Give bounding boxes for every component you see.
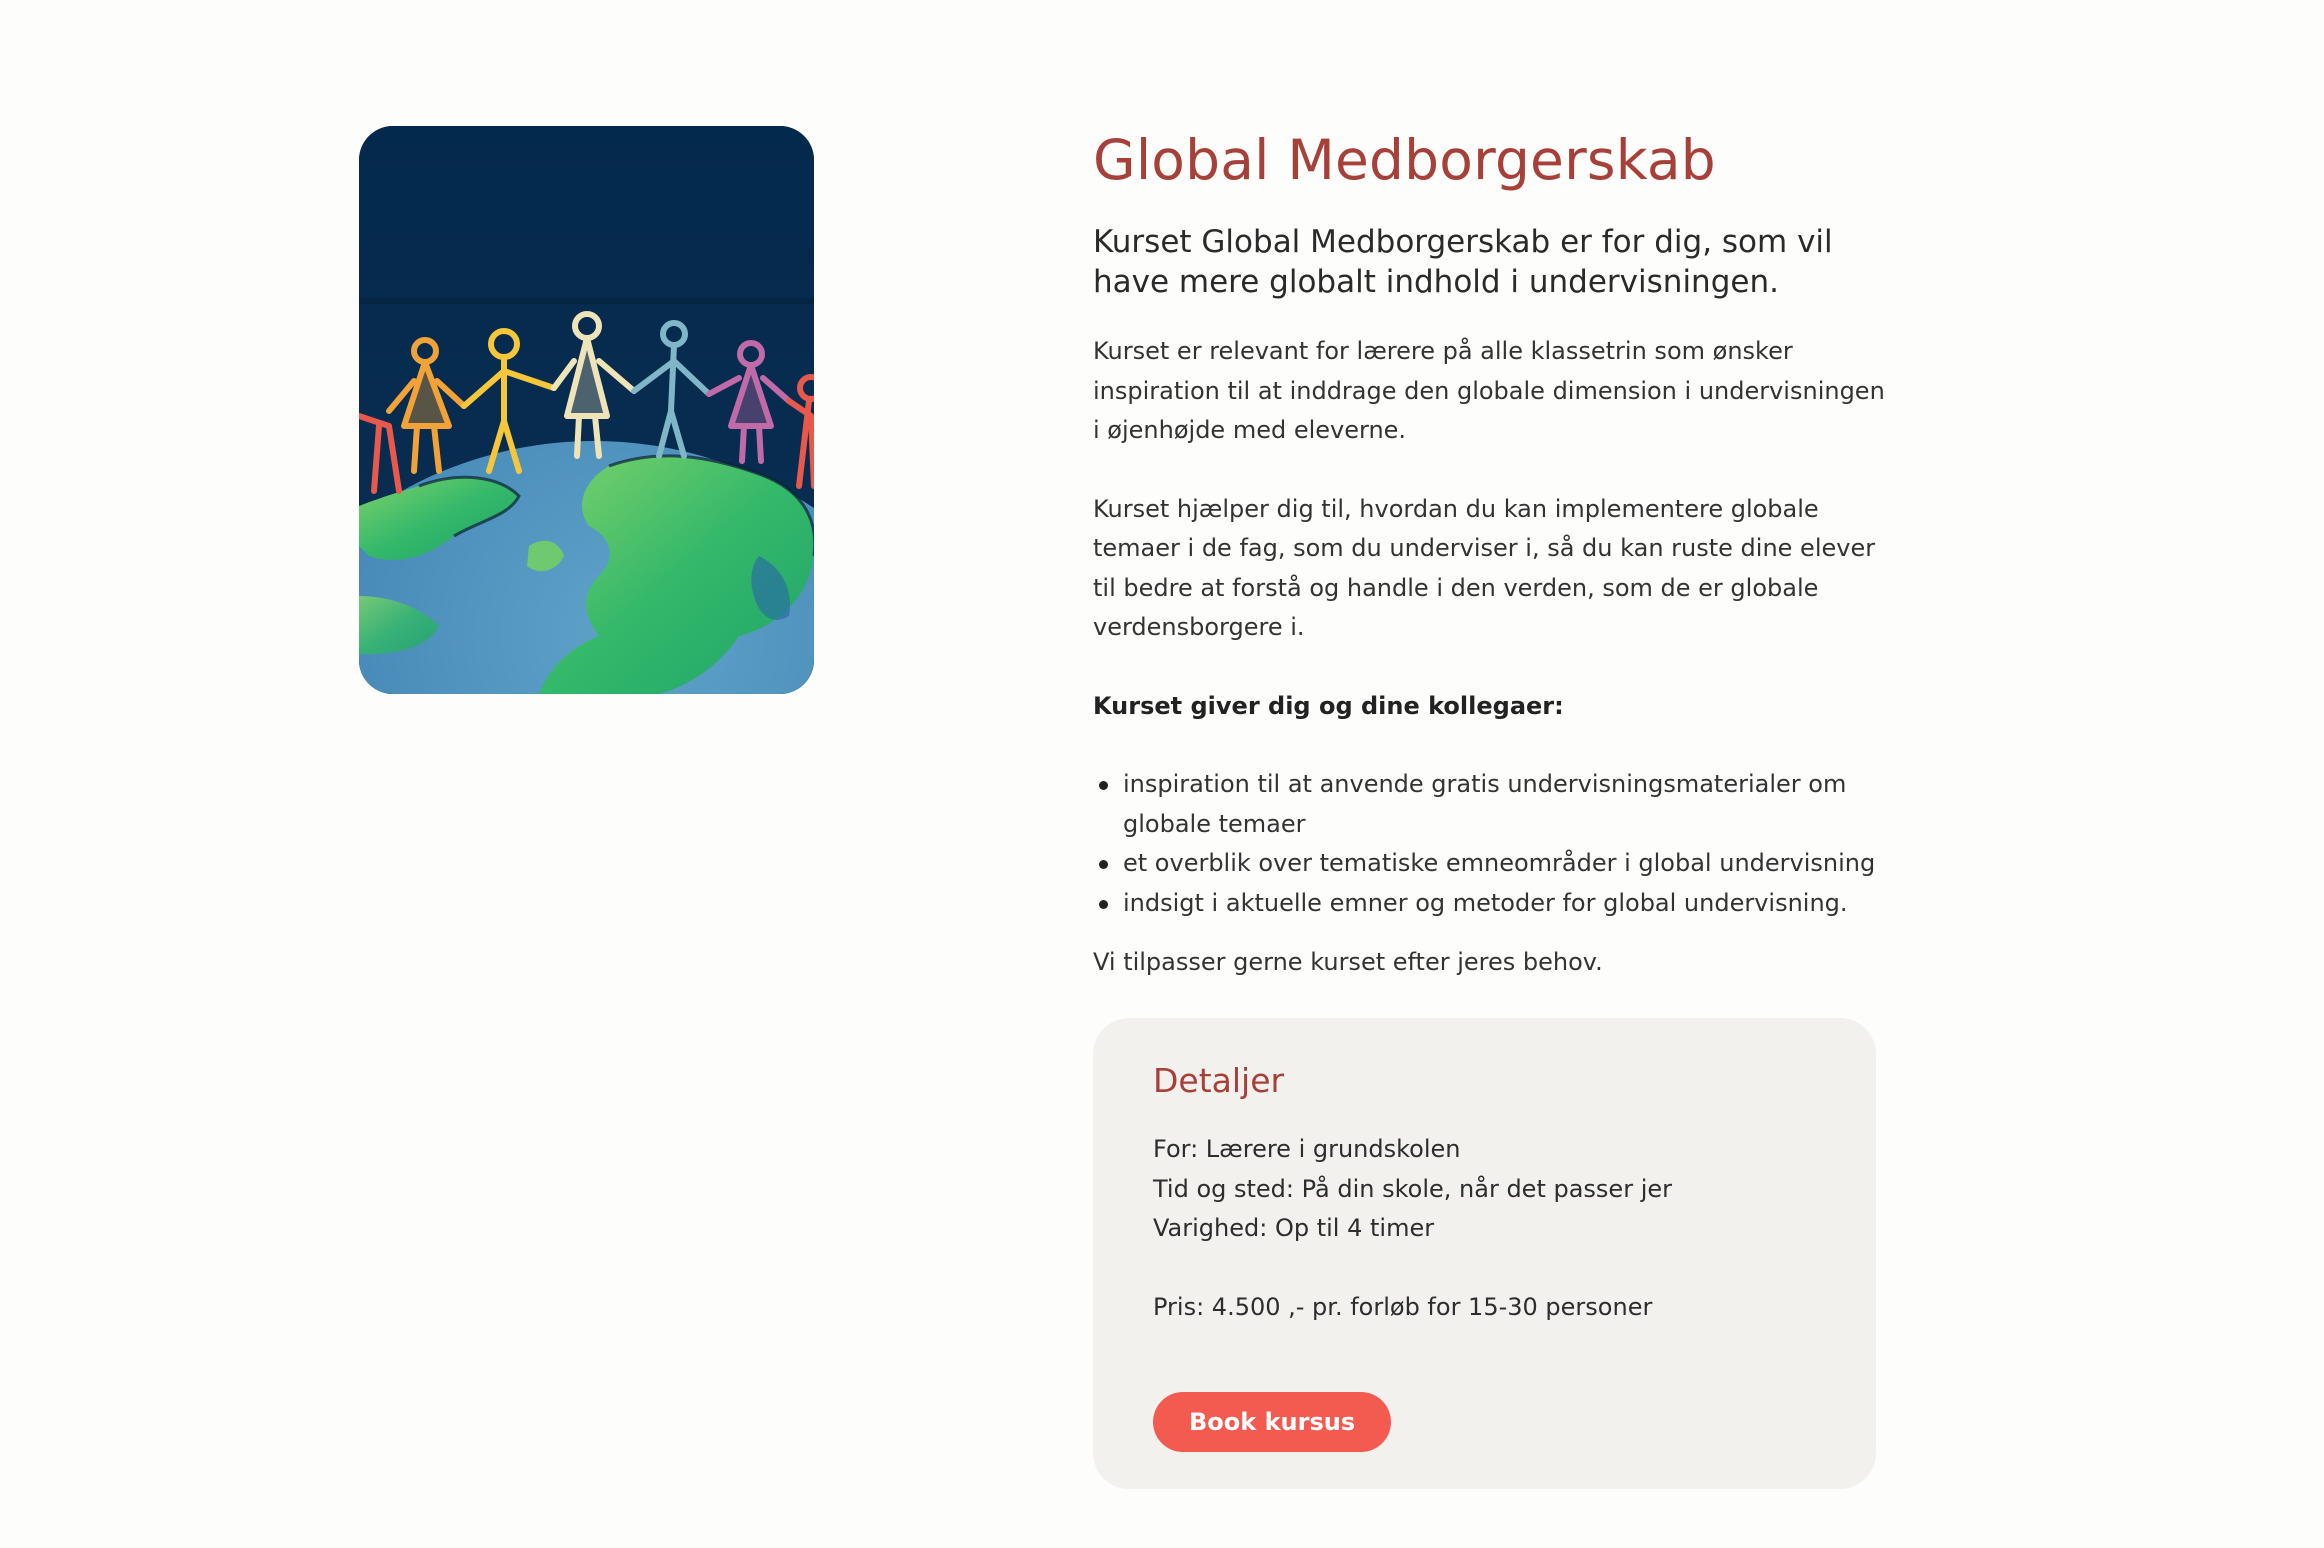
book-course-button[interactable]: Book kursus [1153,1392,1391,1452]
page-title: Global Medborgerskab [1093,128,1716,192]
description-paragraph: Kurset hjælper dig til, hvordan du kan implementere globale temaer i de fag, som du underviser i, så du kan ruste dine elever til bedre at forstå og handle i den verden, som de er globale verdensborgere i. [1093,494,1876,641]
globe-illustration [359,126,814,694]
hero-image [359,126,814,694]
detail-audience: For: Lærere i grundskolen [1153,1135,1461,1163]
list-item: et overblik over tematiske emneområder i global undervisning [1123,844,1893,884]
detail-price: Pris: 4.500 ,- pr. forløb for 15-30 personer [1153,1292,1653,1321]
intro-paragraph: Kurset er relevant for lærere på alle klassetrin som ønsker inspiration til at inddrage den globale dimension i undervisningen i øjenhøjde med eleverne. [1093,337,1885,444]
benefits-heading: Kurset giver dig og dine kollegaer: [1093,691,1564,720]
list-item: inspiration til at anvende gratis undervisningsmaterialer om globale temaer [1123,765,1893,844]
closing-text: Vi tilpasser gerne kurset efter jeres behov. [1093,948,1603,976]
detail-duration: Varighed: Op til 4 timer [1153,1214,1435,1242]
details-title: Detaljer [1153,1061,1285,1100]
list-item: indsigt i aktuelle emner og metoder for global undervisning. [1123,884,1893,924]
details-lines [1153,1130,1816,1249]
lead-text: Kurset Global Medborgerskab er for dig, som vil have mere globalt indhold i undervisningen. [1093,224,1833,300]
benefits-list [1093,765,1893,923]
detail-time-place: Tid og sted: På din skole, når det passer jer [1153,1174,1672,1203]
course-content [1093,120,1893,983]
details-card [1093,1018,1876,1489]
